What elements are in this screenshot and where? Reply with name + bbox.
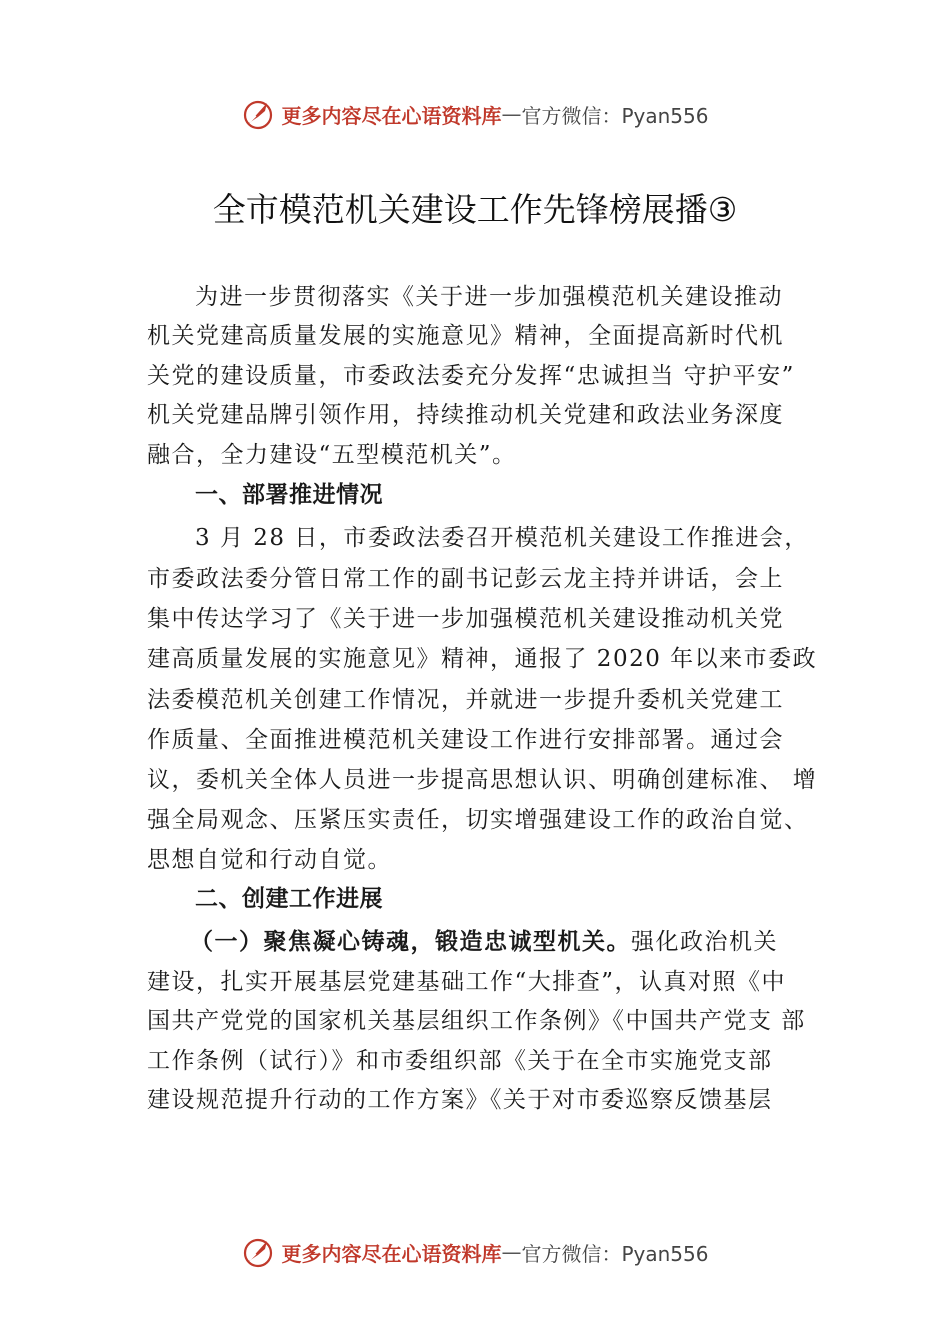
paragraph-line: 融合，全力建设“五型模范机关”。 (147, 442, 517, 468)
subsection-text: 强化政治机关 (631, 929, 778, 955)
paragraph-line: 市委政法委分管日常工作的副书记彭云龙主持并讲话，会上 (147, 566, 784, 592)
paragraph-line (190, 927, 830, 957)
feather-pen-logo-icon (241, 97, 275, 131)
paragraph-line: 关党的建设质量，市委政法委充分发挥“忠诚担当 守护平安” (147, 363, 795, 389)
paragraph-line: 为进一步贯彻落实《关于进一步加强模范机关建设推动 (195, 284, 783, 310)
paragraph-line: 机关党建高质量发展的实施意见》精神，全面提高新时代机 (147, 323, 784, 349)
banner-contact-text: 官方微信：Pyan556 (521, 1241, 709, 1266)
paragraph-line: 集中传达学习了《关于进一步加强模范机关建设推动机关党 (147, 606, 784, 632)
banner-main-text: 更多内容尽在心语资料库 (281, 1241, 502, 1266)
document-title: 全市模范机关建设工作先锋榜展播③ (212, 190, 738, 229)
paragraph-line: 国共产党党的国家机关基层组织工作条例》《中国共产党支 部 (147, 1008, 806, 1034)
paragraph-line: 作质量、全面推进模范机关建设工作进行安排部署。通过会 (147, 727, 784, 753)
paragraph-line: 思想自觉和行动自觉。 (147, 847, 392, 873)
paragraph-line: 机关党建品牌引领作用，持续推动机关党建和政法业务深度 (147, 402, 784, 428)
paragraph-line: 建高质量发展的实施意见》精神，通报了 2020 年以来市委政 (147, 646, 818, 672)
section-heading-1: 一、部署推进情况 (195, 482, 383, 508)
footer-banner (0, 1232, 950, 1272)
banner-separator: — (501, 1240, 522, 1264)
paragraph-line: 议，委机关全体人员进一步提高思想认识、明确创建标准、 增 (147, 767, 818, 793)
banner-main-text: 更多内容尽在心语资料库 (281, 103, 502, 128)
paragraph-line: 工作条例（试行）》和市委组织部《关于在全市实施党支部 (147, 1048, 773, 1074)
subsection-label: （一）聚焦凝心铸魂，锻造忠诚型机关。 (190, 928, 631, 955)
header-banner (0, 94, 950, 134)
paragraph-line: 建设，扎实开展基层党建基础工作“大排查”，认真对照《中 (147, 969, 787, 995)
paragraph-line: 法委模范机关创建工作情况，并就进一步提升委机关党建工 (147, 687, 784, 713)
banner-separator: — (501, 102, 522, 126)
feather-pen-logo-icon (241, 1235, 275, 1269)
paragraph-line: 强全局观念、压紧压实责任，切实增强建设工作的政治自觉、 (147, 807, 809, 833)
paragraph-line: 建设规范提升行动的工作方案》《关于对市委巡察反馈基层 (147, 1087, 773, 1113)
section-heading-2: 二、创建工作进展 (195, 886, 383, 912)
paragraph-line: 3 月 28 日，市委政法委召开模范机关建设工作推进会， (195, 525, 809, 551)
banner-contact-text: 官方微信：Pyan556 (521, 103, 709, 128)
